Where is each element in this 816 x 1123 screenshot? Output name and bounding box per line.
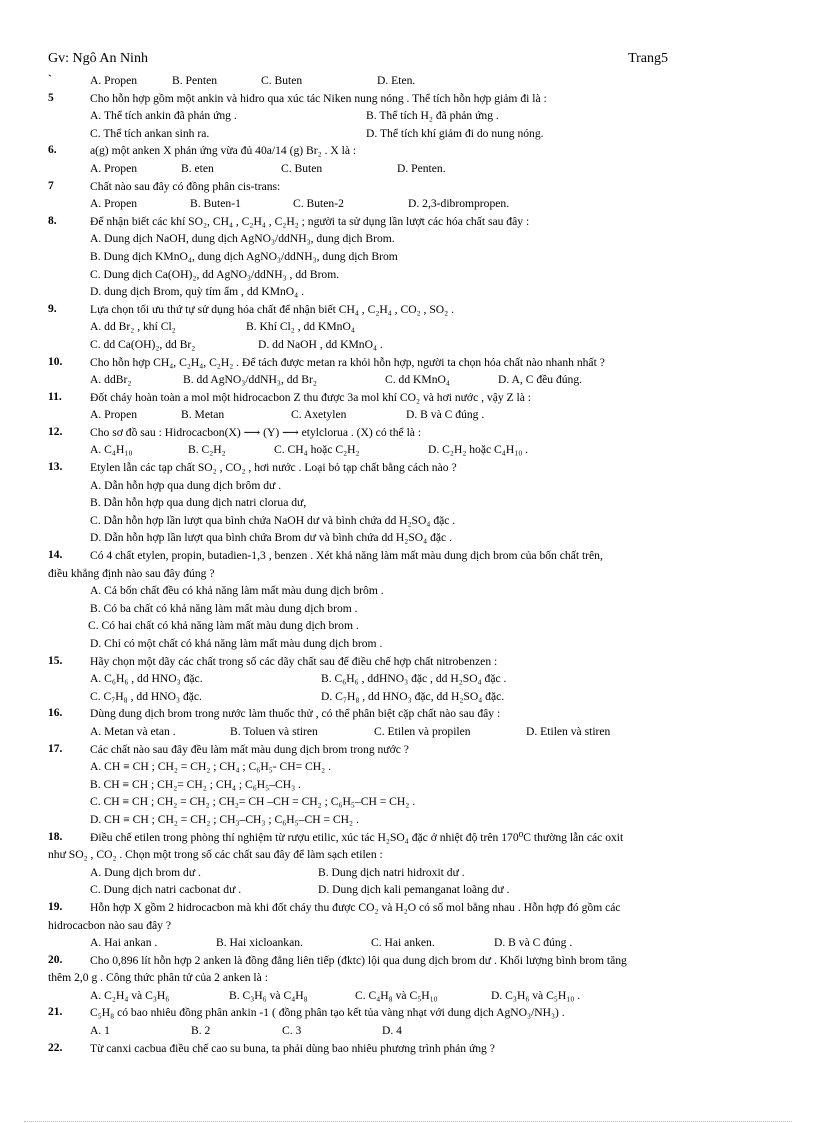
answer-option: A. Dung dịch brom dư . [90,865,201,879]
answer-row [48,230,778,248]
answer-option: D. Penten. [397,161,446,175]
question-16 [48,899,778,952]
question-11 [48,547,778,653]
answer-option: B. Hai xicloankan. [216,936,303,950]
question-3 [48,142,778,177]
question-4 [48,178,778,213]
answer-row [48,635,778,653]
question-stem-line [48,213,778,231]
answer-option: B. Có ba chất có khả năng làm mất màu dung dịch brom . [90,601,358,615]
answer-option: D. Dẫn hỗn hợp lần lượt qua bình chứa Brom dư và bình chứa dd H₂SO₄ đặc . [90,531,452,545]
answer-row [48,266,778,284]
answer-row [48,758,778,776]
answer-row [48,441,778,459]
question-stem-line [48,178,778,196]
answer-option: C. Buten [261,74,303,87]
answer-option: B. 2 [191,1024,211,1038]
question-number: 5 [48,91,54,104]
answer-option: B. Metan [181,408,225,422]
answer-row [48,248,778,266]
question-stem-line [48,705,778,723]
answer-row [48,811,778,829]
answer-row [48,688,778,706]
answer-option: D. B và C đúng . [494,936,573,950]
question-stem: Hỗn hợp X gồm 2 hidrocacbon mà khi đốt cháy thu được CO₂ và H₂O có số mol bằng nhau . Hỗn hợp đó gồm các [90,900,621,914]
answer-row [48,107,778,125]
answer-option: C. C₇H₈ , dd HNO₃ đặc. [90,689,202,703]
question-stem: Các chất nào sau đây đều làm mất màu dung dịch brom trong nước ? [90,742,409,756]
question-19 [48,1040,778,1058]
answer-option: C. Buten-2 [293,197,344,211]
question-stem: Dùng dung dịch brom trong nước làm thuốc thử , có thể phân biệt cặp chất nào sau đây : [90,707,501,721]
question-9 [48,424,778,459]
answer-row [48,987,778,1005]
answer-option: C. Dung dịch Ca(OH)₂, dd AgNO₃/ddNH₃ , dd Brom. [90,267,340,281]
page-number: Trang5 [628,51,668,66]
answer-option: A. Propen [90,161,138,175]
question-8 [48,389,778,424]
question-number: 16. [48,707,63,720]
question-stem-line [48,301,778,319]
answer-option: D. C₂H₂ hoặc C₄H₁₀ . [428,443,529,457]
answer-row [48,529,778,547]
answer-option: B. C₃H₆ và C₄H₈ [229,988,308,1002]
answer-option: A. Hai ankan . [90,936,158,950]
answer-option: B. Dung dịch natri hidroxit dư . [318,865,465,879]
question-5 [48,213,778,301]
question-stem-continued: hidrocacbon nào sau đây ? [48,918,171,932]
answer-option: A. Cả bốn chất đều có khả năng làm mất màu dung dịch brôm . [90,584,384,598]
question-13 [48,705,778,740]
answer-option: C. Etilen và propilen [374,724,471,738]
answer-option: D. Dung dịch kali pemanganat loãng dư . [318,883,510,897]
answer-row [48,881,778,899]
question-stem: a(g) một anken X phản ứng vừa đủ 40a/14 (g) Br₂ . X là : [90,144,357,158]
question-number: 15. [48,654,63,667]
question-number: 8. [48,214,57,227]
question-stem: Etylen lẫn các tạp chất SO₂ , CO₂ , hơi nước . Loại bỏ tạp chất bằng cách nào ? [90,461,457,475]
question-15 [48,829,778,899]
answer-option: B. Dẫn hỗn hợp qua dung dịch natri clorua dư, [90,496,307,510]
answer-option: D. B và C đúng . [406,408,485,422]
answer-option: C. Buten [281,161,323,175]
question-number: 22. [48,1041,63,1054]
answer-option: A. Propen [90,74,138,87]
question-2 [48,90,778,143]
answer-option: C. Có hai chất có khả năng làm mất màu dung dịch brom . [88,619,359,633]
answer-row [48,934,778,952]
question-number: 7 [48,179,54,192]
question-stem: Chất nào sau đây có đồng phân cis-trans: [90,179,281,193]
question-stem: Để nhận biết các khí SO₂, CH₄ , C₂H₄ , C₂H₂ ; người ta sử dụng lần lượt các hóa chất sau đây : [90,214,530,228]
question-number: 21. [48,1006,63,1019]
answer-option: D. C₇H₈ , dd HNO₃ đặc, dd H₂SO₄ đặc. [321,689,505,703]
answer-row [48,195,778,213]
answer-option: C. Axetylen [291,408,347,422]
question-list [48,72,778,1057]
question-stem-continued: điều khẳng định nào sau đây đúng ? [48,566,215,580]
answer-option: C. 3 [282,1024,302,1038]
question-stem: C₅H₈ có bao nhiêu đồng phân ankin -1 ( đồng phân tạo kết tủa vàng nhạt với dung dịch AgNO₃/NH₃) . [90,1006,565,1020]
answer-option: B. Penten [172,74,218,87]
question-6 [48,301,778,354]
answer-option: D. 4 [382,1024,402,1038]
question-stem: Cho hỗn hợp CH₄, C₂H₄, C₂H₂ . Để tách được metan ra khỏi hỗn hợp, người ta chọn hóa chất nào nhanh nhất ? [90,355,605,369]
answer-row [48,670,778,688]
answer-option: D. dung dịch Brom, quỳ tím ẩm , dd KMnO₄ . [90,285,305,299]
question-number: 11. [48,390,62,403]
question-stem-line [48,952,778,970]
answer-option: B. Dung dịch KMnO₄, dung dịch AgNO₃/ddNH₃, dung dịch Brom [90,249,398,263]
answer-option: D. C₃H₆ và C₅H₁₀ . [491,988,581,1002]
answer-row [48,371,778,389]
answer-option: B. Khí Cl₂ , dd KMnO₄ [246,320,355,334]
question-stem-line [48,72,778,90]
page-header [48,51,668,69]
answer-row [48,406,778,424]
answer-row [48,1022,778,1040]
answer-option: D. Thể tích khí giảm đi do nung nóng. [366,126,544,140]
question-stem-line [48,1040,778,1058]
question-number: 17. [48,742,63,755]
answer-row [48,600,778,618]
question-stem: Lựa chọn tối ưu thứ tự sử dụng hóa chất để nhận biết CH₄ , C₂H₄ , CO₂ , SO₂ . [90,302,454,316]
question-stem-continued: như SO₂ , CO₂ . Chọn một trong số các chất sau đây để làm sạch etilen : [48,848,383,862]
answer-option: A. Propen [90,408,138,422]
answer-option: A. C₂H₄ và C₃H₆ [90,988,170,1002]
answer-option: D. Eten. [377,74,416,87]
question-stem-line [48,354,778,372]
answer-option: C. CH ≡ CH ; CH₂ = CH₂ ; CH₂= CH –CH = CH₂ ; C₆H₅–CH = CH₂ . [90,795,416,809]
answer-option: D. A, C đều đúng. [498,373,583,387]
question-14 [48,741,778,829]
question-number: ` [48,74,52,86]
answer-option: C. Hai anken. [371,936,435,950]
question-stem-line [48,741,778,759]
answer-row [48,617,778,635]
question-1 [48,72,778,90]
answer-row [48,494,778,512]
answer-option: C. CH₄ hoặc C₂H₂ [274,443,360,457]
teacher-name: Gv: Ngô An Ninh [48,51,148,66]
answer-option: D. CH ≡ CH ; CH₂ = CH₂ ; CH₃–CH₃ ; C₆H₅–CH = CH₂ . [90,812,359,826]
answer-option: B. eten [181,161,214,175]
question-number: 6. [48,144,57,157]
answer-option: C. Thể tích ankan sinh ra. [90,126,210,140]
answer-row [48,318,778,336]
question-number: 14. [48,549,63,562]
question-number: 10. [48,355,63,368]
answer-option: B. C₆H₆ , ddHNO₃ đặc , dd H₂SO₄ đặc . [321,672,507,686]
answer-row [48,283,778,301]
question-stem-line [48,829,778,847]
answer-row [48,793,778,811]
question-stem-line [48,389,778,407]
question-stem-line [48,547,778,565]
question-stem-line [48,424,778,442]
question-stem-line [48,899,778,917]
question-stem-line [48,142,778,160]
answer-option: A. C₄H₁₀ [90,443,133,457]
answer-row [48,336,778,354]
question-stem: Cho sơ đồ sau : Hidrocacbon(X) ⟶ (Y) ⟶ etylclorua . (X) có thể là : [90,425,422,439]
answer-row [48,582,778,600]
answer-option: C. dd KMnO₄ [385,373,450,387]
answer-option: A. C₆H₆ , dd HNO₃ đặc. [90,672,203,686]
answer-option: B. CH ≡ CH ; CH₂= CH₂ ; CH₄ ; C₆H₅–CH₃ . [90,777,301,791]
answer-option: C. C₄H₈ và C₅H₁₀ [355,988,438,1002]
answer-option: A. ddBr₂ [90,373,132,387]
question-stem-continued: thêm 2,0 g . Công thức phân tử của 2 anken là : [48,971,268,985]
answer-row [48,477,778,495]
question-stem: Từ canxi cacbua điều chế cao su buna, ta phải dùng bao nhiêu phương trình phản ứng ? [90,1041,495,1055]
question-stem: Đốt cháy hoàn toàn a mol một hidrocacbon Z thu được 3a mol khí CO₂ và hơi nước , vậy Z là : [90,390,532,404]
question-number: 12. [48,425,63,438]
answer-option: A. Thể tích ankin đã phản ứng . [90,109,237,123]
question-number: 19. [48,900,63,913]
answer-row [48,160,778,178]
answer-option: A. Dung dịch NaOH, dung dịch AgNO₃/ddNH₃, dung dịch Brom. [90,232,395,246]
question-12 [48,653,778,706]
question-stem: Hãy chọn một dãy các chất trong số các dãy chất sau để điều chế hợp chất nitrobenzen : [90,654,498,668]
answer-row [48,125,778,143]
answer-row [48,864,778,882]
answer-option: A. 1 [90,1024,110,1038]
answer-row [48,512,778,530]
answer-option: D. dd NaOH , dd KMnO₄ . [258,337,383,351]
question-stem: Cho hỗn hợp gồm một ankin và hidro qua xúc tác Niken nung nóng . Thể tích hỗn hợp giảm đi là : [90,91,547,105]
answer-option: B. Toluen và stiren [230,724,318,738]
answer-option: C. Dung dịch natri cacbonat dư . [90,883,242,897]
answer-option: D. Etilen và stiren [526,724,611,738]
question-number: 20. [48,953,63,966]
answer-row [48,723,778,741]
answer-option: B. dd AgNO₃/ddNH₃, dd Br₂ [183,373,317,387]
answer-option: B. Thể tích H₂ đã phản ứng . [366,109,499,123]
question-stem: Điều chế etilen trong phòng thí nghiệm từ rượu etilic, xúc tác H₂SO₄ đặc ở nhiệt độ trên 170⁰C thường lẫn các oxit [90,830,624,844]
answer-option: A. CH ≡ CH ; CH₂ = CH₂ ; CH₄ ; C₆H₅- CH= CH₂ . [90,760,331,774]
question-stem-line [48,1004,778,1022]
question-number: 13. [48,461,63,474]
answer-option: B. Buten-1 [190,197,241,211]
question-stem: Cho 0,896 lít hỗn hợp 2 anken là đồng đẳng liên tiếp (đktc) lội qua dung dịch brom dư . Khối lượng bình brom tăng [90,953,627,967]
answer-option: D. Chỉ có một chất có khả năng làm mất màu dung dịch brom . [90,637,383,650]
answer-option: A. dd Br₂ , khí Cl₂ [90,320,176,334]
answer-option: D. 2,3-dibrompropen. [408,197,510,211]
question-number: 18. [48,830,63,843]
answer-row [48,776,778,794]
answer-option: A. Propen [90,197,138,211]
question-7 [48,354,778,389]
question-number: 9. [48,302,57,315]
question-stem-line [48,459,778,477]
answer-option: B. C₂H₂ [188,443,226,457]
question-stem-line [48,653,778,671]
page-bottom-divider [24,1121,792,1122]
answer-option: A. Metan và etan . [90,724,176,738]
answer-option: C. Dẫn hỗn hợp lần lượt qua bình chứa NaOH dư và bình chứa dd H₂SO₄ đặc . [90,513,456,527]
question-17 [48,952,778,1005]
question-stem-line [48,90,778,108]
answer-option: A. Dẫn hỗn hợp qua dung dịch brôm dư . [90,478,282,492]
question-10 [48,459,778,547]
question-18 [48,1004,778,1039]
question-stem: Có 4 chất etylen, propin, butadien-1,3 , benzen . Xét khả năng làm mất màu dung dịch brom của bốn chất trên, [90,549,603,563]
answer-option: C. dd Ca(OH)₂, dd Br₂ [90,337,196,351]
